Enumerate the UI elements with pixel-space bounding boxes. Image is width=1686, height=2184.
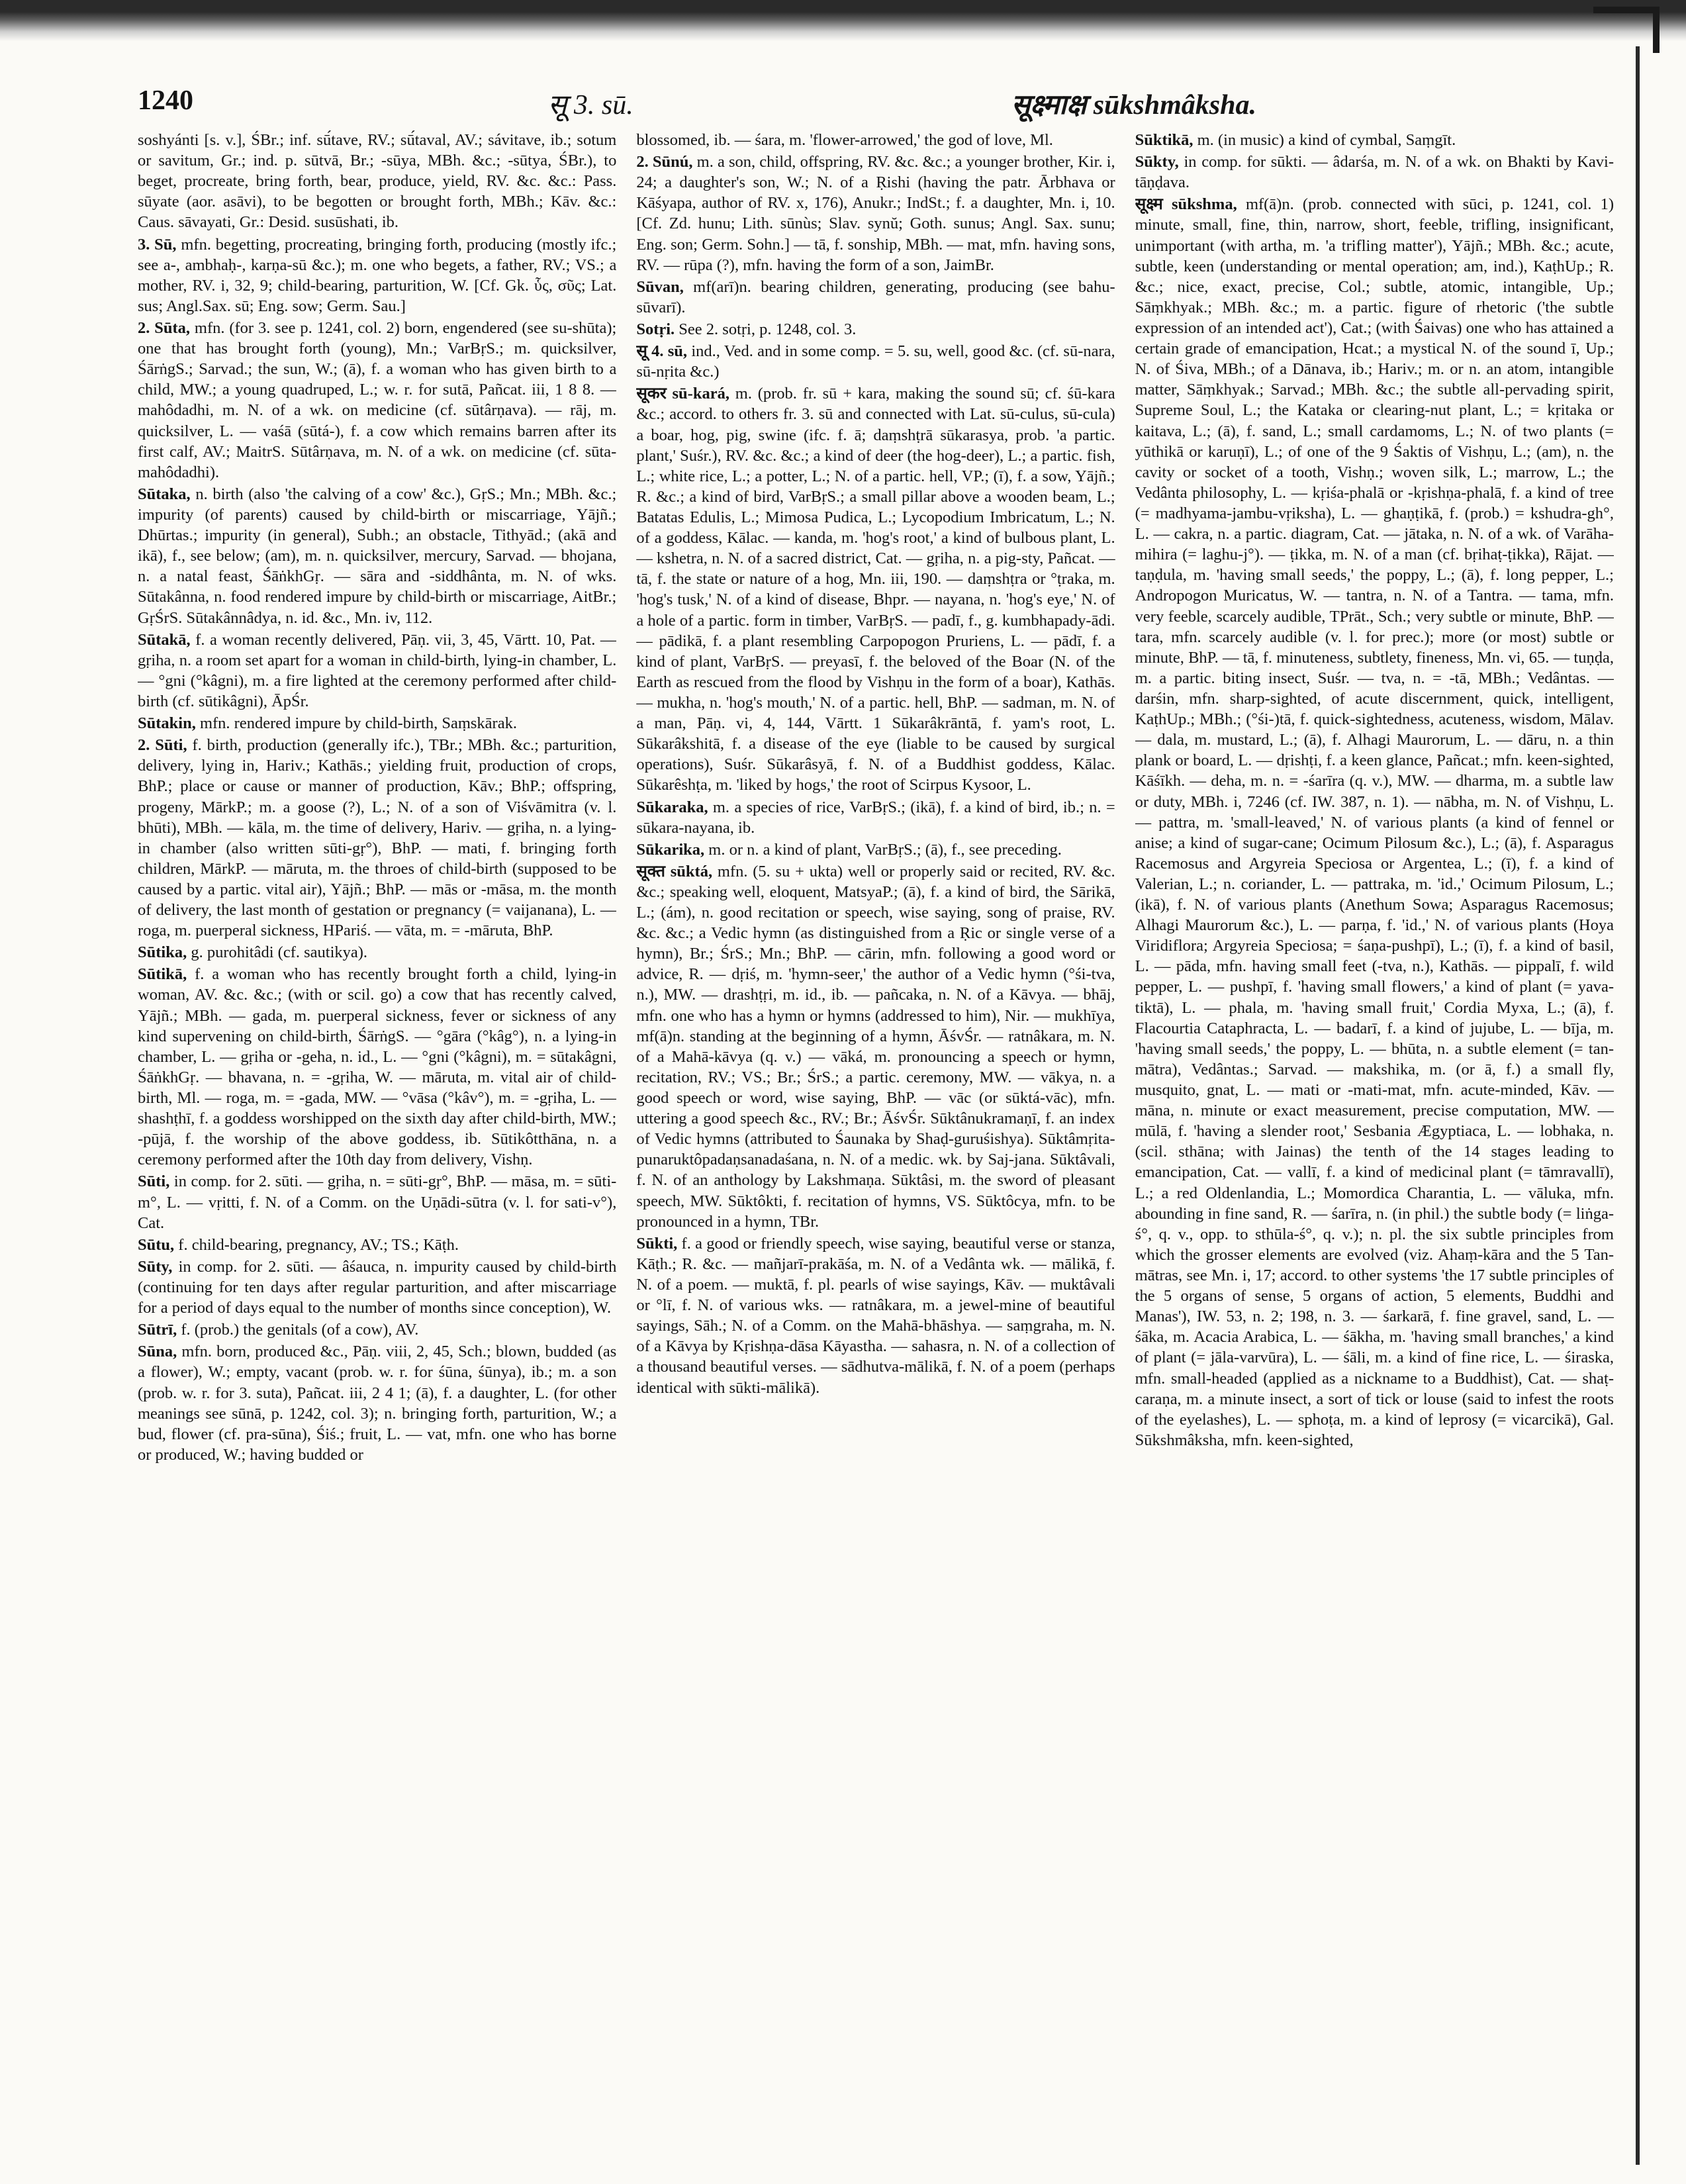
dictionary-entry bbox=[636, 839, 1115, 860]
page-number: 1240 bbox=[138, 85, 193, 116]
page-header bbox=[138, 78, 1614, 124]
dictionary-entry bbox=[138, 1171, 616, 1233]
header-right-word: सूक्ष्माक्ष sūkshmâksha. bbox=[1011, 90, 1256, 120]
dictionary-entry bbox=[138, 735, 616, 941]
dictionary-entry bbox=[1135, 152, 1614, 193]
column-1 bbox=[138, 130, 616, 2149]
scan-edge-shadow bbox=[0, 0, 1686, 41]
entry-definition: blossomed, ib. — śara, m. 'flower-arrowed,' the god of love, Ml. bbox=[636, 131, 1053, 149]
entry-headword: 2. Sūti, bbox=[138, 736, 187, 755]
entry-definition: g. purohitâdi (cf. sautikya). bbox=[191, 943, 368, 962]
entry-definition: n. birth (also 'the calving of a cow' &c.), GṛS.; Mn.; MBh. &c.; impurity (of parents) caused by child-birth or miscarriage, Yājñ.; Dhūrtas.; impurity (in general), Subh.; an obstacle, Tithyād.; (akā and ikā), f., see below; (am), m. n. quicksilver, mercury, Sarvad. — bhojana, n. a natal feast, ŚāṅkhGṛ. — sāra and -siddhânta, m. N. of wks. Sūtakânna, n. food rendered impure by child-birth or miscarriage, AitBr.; GṛŚrS. Sūtakânnâdya, n. id. &c., Mn. iv, 112. bbox=[138, 485, 617, 627]
entry-definition: m. (prob. fr. sū + kara, making the sound sū; cf. śū-kara &c.; accord. to others fr. 3. sū and connected with Lat. sū-culus, sū-cula) a boar, hog, pig, swine (ifc. f. ā; daṃshṭrā sūkarasya, prob. 'a partic. plant,' Suśr.), RV. &c. &c.; a kind of deer (the hog-deer), L.; a partic. fish, L.; white rice, L.; a potter, L.; N. of a partic. hell, VP.; (ī), f. a sow, Yājñ.; R. &c.; a kind of bird, VarBṛS.; a small pillar above a wooden beam, L.; Batatas Edulis, L.; Mimosa Pudica, L.; Lycopodium Imbricatum, L.; N. of a goddess, Kālac. — kanda, m. 'hog's root,' a kind of bulbous plant, L. — kshetra, n. N. of a sacred district, Cat. — gṛiha, n. a pig-sty, Pañcat. — tā, f. the state or nature of a hog, Mn. iii, 190. — daṃshṭra or °ṭraka, m. 'hog's tusk,' N. of a kind of disease, Bhpr. — nayana, n. 'hog's eye,' N. of a hole of a partic. form in timber, VarBṛS. — padī, f., g. kumbhapady-ādi. — pādikā, f. a plant resembling Carpopogon Pruriens, L. — pādī, f. a kind of plant, VarBṛS. — preyasī, f. the beloved of the Boar (N. of the Earth as rescued from the flood by Vishṇu in the form of a boar), Kathās. — mukha, n. 'hog's mouth,' N. of a partic. hell, BhP. — sadman, m. N. of a man, Pāṇ. vi, 4, 144, Vārtt. 1 Sūkarâkrāntā, f. yam's root, L. Sūkarâkshitā, f. a disease of the eye (liable to be caused by surgical operations), Suśr. Sūkarâsyā, f. N. of a Buddhist goddess, Kālac. Sūkarêshṭa, m. 'liked by hogs,' the root of Scirpus Kysoor, L. bbox=[636, 385, 1115, 794]
entry-headword: Sotṛi. bbox=[636, 320, 675, 338]
entry-headword: Sūtakā, bbox=[138, 630, 191, 649]
dictionary-entry bbox=[1135, 194, 1614, 1450]
entry-definition: mfn. born, produced &c., Pāṇ. viii, 2, 45, Sch.; blown, budded (as a flower), W.; empty, vacant (prob. w. r. for śūna, śūnya), ib.; m. a son (prob. w. r. for 3. suta), Pañcat. iii, 2 4 1; (ā), f. a daughter, L. (for other meanings see sūnā, p. 1242, col. 3); n. bringing forth, parturition, W.; a bud, flower (cf. pra-sūna), Śiś.; fruit, L. — vat, mfn. one who has borne or produced, W.; having budded or bbox=[138, 1343, 617, 1464]
entry-headword: Sūna, bbox=[138, 1343, 177, 1361]
entry-headword: Sūktikā, bbox=[1135, 131, 1194, 149]
dictionary-entry bbox=[138, 713, 616, 734]
entry-definition: f. (prob.) the genitals (of a cow), AV. bbox=[181, 1321, 419, 1339]
entry-headword: Sūkti, bbox=[636, 1234, 678, 1253]
entry-headword: Sūty, bbox=[138, 1257, 173, 1276]
entry-headword: Sūtaka, bbox=[138, 485, 191, 503]
dictionary-entry bbox=[138, 630, 616, 712]
column-2 bbox=[636, 130, 1115, 2149]
entry-definition: See 2. sotṛi, p. 1248, col. 3. bbox=[679, 320, 857, 338]
entry-headword: Sūtika, bbox=[138, 943, 187, 962]
entry-definition: f. a woman recently delivered, Pāṇ. vii, 3, 45, Vārtt. 10, Pat. — gṛiha, n. a room set apart for a woman in child-birth, lying-in chamber, L. — °gni (°kâgni), m. a fire lighted at the ceremony performed after child-birth (cf. sūtikâgni), ĀpŚr. bbox=[138, 630, 617, 710]
dictionary-entry bbox=[636, 341, 1115, 382]
dictionary-entry bbox=[138, 234, 616, 316]
dictionary-entry bbox=[138, 964, 616, 1170]
dictionary-entry bbox=[138, 942, 616, 963]
dictionary-entry bbox=[138, 130, 616, 233]
entry-headword: Sūti, bbox=[138, 1172, 170, 1191]
dictionary-entry bbox=[138, 1257, 616, 1318]
entry-definition: m. a son, child, offspring, RV. &c. &c.; a younger brother, Kir. i, 24; a daughter's son, W.; N. of a Ṛishi (having the patr. Ārbhava or Kāśyapa, author of RV. x, 176), Anukr.; IndSt.; f. a daughter, Mn. i, 10. [Cf. Zd. hunu; Lith. sūnùs; Slav. synŭ; Goth. sunus; Angl. Sax. sunu; Eng. son; Germ. Sohn.] — tā, f. sonship, MBh. — mat, mfn. having sons, RV. — rūpa (?), mfn. having the form of a son, JaimBr. bbox=[636, 153, 1115, 274]
entry-definition: ind., Ved. and in some comp. = 5. su, well, good &c. (cf. sū-nara, sū-nṛita &c.) bbox=[636, 342, 1115, 381]
dictionary-entry bbox=[636, 797, 1115, 838]
dictionary-entry bbox=[636, 277, 1115, 318]
entry-definition: f. a woman who has recently brought forth a child, lying-in woman, AV. &c. &c.; (with or scil. go) a cow that has recently calved, Yājñ.; MBh. — gada, m. puerperal sickness, fever or sickness of any kind supervening on child-birth, ŚārṅgS. — °gāra (°kâg°), n. a lying-in chamber, L. — gṛiha or -geha, n. id., L. — °gni (°kâgni), m. = sūtakâgni, ŚāṅkhGṛ. — bhavana, n. = -gṛiha, W. — māruta, m. vital air of child-birth, Ml. — roga, m. = -gada, MW. — °vāsa (°kâv°), m. = -gṛiha, L. — shashṭhī, f. a goddess worshipped on the sixth day after child-birth, MW.; -pūjā, f. the worship of the above goddess, ib. Sūtikôtthāna, n. a ceremony performed after the 10th day from delivery, Vishṇ. bbox=[138, 965, 617, 1169]
entry-headword: 2. Sūnú, bbox=[636, 153, 693, 171]
entry-headword: सूक्ष्म sūkshma, bbox=[1135, 195, 1237, 214]
dictionary-entry bbox=[636, 319, 1115, 340]
entry-headword: सूक्त sūktá, bbox=[636, 862, 713, 880]
dictionary-entry bbox=[138, 318, 616, 483]
entry-headword: सू 4. sū, bbox=[636, 342, 688, 361]
entry-definition: mfn. rendered impure by child-birth, Saṃskārak. bbox=[199, 714, 517, 733]
entry-definition: mfn. (for 3. see p. 1241, col. 2) born, engendered (see su-shūta); one that has brought forth (young), Mn.; VarBṛS.; m. quicksilver, ŚārṅgS.; Sarvad.; the sun, W.; (ā), f. a woman who has given birth to a child, MW.; a young quadruped, L.; w. r. for sutā, Pañcat. iii, 1 8 8. — mahôdadhi, m. N. of a wk. on medicine (cf. sūtârṇava). — rāj, m. quicksilver, L. — vaśā (sūtá-), f. a cow which remains barren after its first calf, AV.; MaitrS. Sūtârṇava, m. N. of a wk. on medicine (cf. sūta-mahôdadhi). bbox=[138, 318, 617, 481]
dictionary-entry bbox=[138, 484, 616, 628]
entry-headword: Sūkaraka, bbox=[636, 798, 708, 816]
entry-headword: 2. Sūta, bbox=[138, 318, 191, 337]
entry-definition: m. (in music) a kind of cymbal, Saṃgīt. bbox=[1197, 131, 1456, 149]
header-center-word: सू 3. sū. bbox=[548, 90, 633, 120]
entry-definition: m. or n. a kind of plant, VarBṛS.; (ā), f., see preceding. bbox=[708, 840, 1062, 859]
entry-definition: in comp. for 2. sūti. — âśauca, n. impurity caused by child-birth (continuing for ten days after regular parturition, and after miscarriage for a period of days equal to the number of months since conception), W. bbox=[138, 1257, 617, 1317]
entry-definition: mfn. (5. su + ukta) well or properly said or recited, RV. &c. &c.; speaking well, eloquent, MatsyaP.; (ā), f. a kind of bird, the Sārikā, L.; (ám), n. good recitation or speech, wise saying, song of praise, RV. &c. &c.; a Vedic hymn (as distinguished from a Ṛic or single verse of a hymn), Br.; ŚrS.; Mn.; BhP. — cārin, mfn. following a good word or advice, R. — dṛiś, m. 'hymn-seer,' the author of a Vedic hymn (°śi-tva, n.), MW. — drashṭṛi, m. id., ib. — pañcaka, n. N. of a Kāvya. — bhāj, mfn. one who has a hymn or hymns (addressed to him), Nir. — mukhīya, mf(ā)n. standing at the beginning of a hymn, ĀśvŚr. — ratnâkara, m. N. of a Mahā-kāvya (q. v.) — vāká, m. pronouncing a speech or hymn, recitation, RV.; VS.; Br.; ŚrS.; a partic. ceremony, MW. — vākya, n. a good speech or word, wise saying, BhP. — vāc (or sūktá-vāc), mfn. uttering a good speech &c., RV.; Br.; ĀśvŚr. Sūktânukramaṇī, f. an index of Vedic hymns (attributed to Śaunaka by Shaḍ-guruśishya). Sūktâmṛita-punaruktôpadaṇsanadaśana, n. N. of a medic. wk. by Saj-jana. Sūktâvali, f. N. of an anthology by Lakshmaṇa. Sūktâsi, m. the sword of pleasant speech, MW. Sūktôkti, f. recitation of hymns, VS. Sūktôcya, mfn. to be pronounced in a hymn, TBr. bbox=[636, 862, 1115, 1231]
dictionary-entry bbox=[636, 861, 1115, 1232]
entry-definition: f. a good or friendly speech, wise saying, beautiful verse or stanza, Kāṭh.; R. &c. — mañjarī-prakāśa, m. N. of a Vedânta wk. — mālikā, f. N. of a poem. — muktā, f. pl. pearls of wise sayings, Kāv. — muktâvali or °lī, f. N. of various wks. — ratnâkara, m. a jewel-mine of beautiful sayings, Sāh.; N. of a Comm. on the Mahā-bhāshya. — saṃgraha, m. N. of a Kāvya by Kṛishṇa-dāsa Kāyastha. — sahasra, n. N. of a collection of a thousand beautiful verses. — sādhutva-mālikā, f. N. of a poem (perhaps identical with sūkti-mālikā). bbox=[636, 1234, 1115, 1397]
entry-definition: f. child-bearing, pregnancy, AV.; TS.; Kāṭh. bbox=[178, 1235, 459, 1254]
entry-definition: soshyánti [s. v.], ŚBr.; inf. sū́tave, RV.; sū́taval, AV.; sávitave, ib.; sotum or savitum, Gr.; ind. p. sūtvā, Br.; -sūya, MBh. &c.; -sūtya, ŚBr.), to beget, procreate, bring forth, bear, produce, yield, RV. &c. &c.: Pass. sūyate (aor. asāvi), to be begotten or brought forth, MBh.; Kāv. &c.: Caus. sāvayati, Gr.: Desid. susūshati, ib. bbox=[138, 131, 617, 232]
entry-headword: Sūvan, bbox=[636, 277, 684, 296]
dictionary-entry bbox=[636, 383, 1115, 795]
dictionary-columns bbox=[138, 130, 1614, 2149]
dictionary-entry bbox=[636, 1233, 1115, 1398]
dictionary-entry bbox=[636, 152, 1115, 275]
dictionary-entry bbox=[138, 1319, 616, 1340]
entry-headword: Sūtikā, bbox=[138, 965, 187, 984]
entry-definition: mf(ā)n. (prob. connected with sūci, p. 1241, col. 1) minute, small, fine, thin, narrow, short, feeble, trifling, insignificant, unimportant (with artha, m. 'a trifling matter'), Yājñ.; MBh. &c.; acute, subtle, keen (understanding or mental operation; am, ind.), KaṭhUp.; R. &c.; nice, exact, precise, Col.; subtle, atomic, intangible, Up.; Sāṃkhyak.; MBh. &c.; m. a partic. figure of rhetoric ('the subtle expression of an intended act'), Cat.; (with Śaivas) one who has attained a certain grade of emancipation, Hcat.; a mystical N. of the sound ī, Up.; N. of Śiva, MBh.; of a Dānava, ib.; Hariv.; m. or n. an atom, intangible matter, Sāṃkhyak.; Sarvad.; MBh. &c.; the subtle all-pervading spirit, Supreme Soul, L.; the Kataka or clearing-nut plant, L.; = kṛitaka or kaitava, L.; (ā), f. sand, L.; small cardamoms, L.; N. of two plants (= yūthikā or karuṇī), L.; of one of the 9 Śaktis of Vishṇu, L.; (am), n. the cavity or socket of a tooth, Vishṇ.; woven silk, L.; marrow, L.; the Vedânta philosophy, L. — kṛiśa-phalā or -kṛishṇa-phalā, f. a kind of tree (= madhyama-jambu-vṛiksha), L. — ghaṇṭikā, f. (prob.) = kshudra-gh°, L. — cakra, n. a partic. diagram, Cat. — jātaka, n. N. of a wk. of Varāha-mihira (= laghu-j°). — ṭikka, m. N. of a man (cf. bṛihaṭ-ṭikka), Rājat. — taṇḍula, m. 'having small seeds,' the poppy, L.; (ā), f. long pepper, L.; Andropogon Muricatus, W. — tantra, n. N. of a Tantra. — tama, mfn. very feeble, scarcely audible, TPrāt., Sch.; very subtle or minute, BhP. — tara, mfn. scarcely audible (v. l. for prec.); more (or most) subtle or minute, BhP. — tā, f. minuteness, subtlety, fineness, Mn. vi, 65. — tuṇḍa, m. a partic. biting insect, Suśr. — tva, n. = -tā, MBh.; Vedântas. — darśin, mfn. sharp-sighted, of acute discernment, quick, intelligent, KaṭhUp.; MBh.; (°śi-)tā, f. quick-sightedness, acuteness, wisdom, Mālav. — dala, m. mustard, L.; (ā), f. Alhagi Maurorum, L. — dāru, n. a thin plank or board, L. — dṛishṭi, f. a keen glance, Pañcat.; mfn. keen-sighted, Kāśīkh. — deha, m. n. = -śarīra (q. v.), MW. — dharma, m. a subtle law or duty, MBh. i, 7246 (cf. IW. 387, n. 1). — nābha, m. N. of Vishṇu, L. — pattra, m. 'small-leaved,' N. of various plants (a kind of fennel or anise; a kind of sugar-cane; Ocimum Pilosum &c.), L.; (ā), f. Asparagus Racemosus and Argyreia Speciosa or Argentea, L.; (ī), f. a kind of Valerian, L.; n. coriander, L. — pattraka, m. 'id.,' Ocimum Pilosum, L.; (ikā), f. N. of various plants (Anethum Sowa; Asparagus Racemosus; Alhagi Maurorum &c.), L. — parṇa, f. 'id.,' N. of various plants (Hoya Viridiflora; Argyreia Speciosa; = śaṇa-pushpī), L.; (ī), f. a kind of basil, L. — pāda, mfn. having small feet (-tva, n.), Kathās. — pippalī, f. wild pepper, L. — pushpī, f. 'having small flowers,' a kind of plant (= yava-tiktā), L. — phala, m. 'having small fruit,' Cordia Myxa, L.; (ā), f. Flacourtia Cataphracta, L. — badarī, f. a kind of jujube, L. — bīja, m. 'having small seeds,' the poppy, L. — bhūta, n. a subtle element (= tan-mātra), Vedântas.; Sarvad. — makshika, m. (or ā, f.) a small fly, musquito, gnat, L. — mati or -mati-mat, mfn. acute-minded, Kāv. — māna, n. minute or exact measurement, precise computation, MW. — mūlā, f. 'having a slender root,' Sesbania Ægyptiaca, L. — lobhaka, n. (scil. sthāna; with Jainas) the tenth of the 14 stages leading to emancipation, Cat. — vallī, f. a kind of medicinal plant (= tāmravallī), L.; a red Oldenlandia, L.; Momordica Charantia, L. — vāluka, mfn. abounding in fine sand, R. — śarīra, n. (in phil.) the subtle body (= liṅga-ś°, q. v., opp. to sthūla-ś°, q. v.); n. pl. the six subtle principles from which the grosser elements are evolved (viz. Ahaṃ-kāra and the 5 Tan-mātras, see Mn. i, 17; accord. to other systems 'the 17 subtle principles of the 5 organs of sense, 5 organs of action, 5 elements, Buddhi and Manas'), IW. 53, n. 2; 198, n. 3. — śarkarā, f. fine gravel, sand, L. — śāka, m. Acacia Arabica, L. — śākha, m. 'having small branches,' a kind of plant (= jāla-varvūra), L. — śāli, m. a kind of fine rice, L. — śiraska, mfn. small-headed (applied as a nickname to a Buddhist), Cat. — shaṭ-caraṇa, m. a minute insect, a sort of tick or louse (said to infest the roots of the eyelashes), L. — sphoṭa, m. a kind of leprosy (= vicarcikā), Gal. Sūkshmâksha, mfn. keen-sighted, bbox=[1135, 195, 1614, 1449]
entry-headword: 3. Sū, bbox=[138, 235, 177, 254]
column-3 bbox=[1135, 130, 1614, 2149]
entry-headword: Sūkarika, bbox=[636, 840, 705, 859]
entry-definition: in comp. for sūkti. — âdarśa, m. N. of a wk. on Bhakti by Kavi-tāṇḍava. bbox=[1135, 153, 1614, 192]
entry-headword: Sūtu, bbox=[138, 1235, 175, 1254]
entry-definition: f. birth, production (generally ifc.), TBr.; MBh. &c.; parturition, delivery, lying in, Hariv.; Kathās.; yielding fruit, production of crops, BhP.; place or cause or manner of production, Kāv.; BhP.; offspring, progeny, MārkP.; m. a goose (?), L.; N. of a son of Viśvāmitra (v. l. bhūti), MBh. — kāla, m. the time of delivery, Hariv. — gṛiha, n. a lying-in chamber (also written sūti-gṛ°), BhP. — mati, f. bringing forth children, MārkP. — māruta, m. the throes of child-birth (supposed to be caused by a partic. vital air), Yājñ.; BhP. — mās or -māsa, m. the month of delivery, the last month of gestation or pregnancy (= vaijanana), L. — roga, m. puerperal sickness, HPariś. — vāta, m. = -māruta, BhP. bbox=[138, 736, 617, 940]
entry-definition: m. a species of rice, VarBṛS.; (ikā), f. a kind of bird, ib.; n. = sūkara-nayana, ib. bbox=[636, 798, 1115, 837]
entry-definition: mfn. begetting, procreating, bringing forth, producing (mostly ifc.; see a-, ambhaḥ-, karṇa-sū &c.); m. one who begets, a father, RV.; VS.; a mother, RV. i, 32, 9; child-bearing, parturition, W. [Cf. Gk. ὗς, σῦς; Lat. sus; Angl.Sax. sū; Eng. sow; Germ. Sau.] bbox=[138, 235, 617, 315]
dictionary-entry bbox=[1135, 130, 1614, 150]
entry-definition: in comp. for 2. sūti. — gṛiha, n. = sūti-gṛ°, BhP. — māsa, m. = sūti-m°, L. — vṛitti, f. N. of a Comm. on the Uṇādi-sūtra (v. l. for sati-v°), Cat. bbox=[138, 1172, 617, 1232]
entry-definition: mf(arī)n. bearing children, generating, producing (see bahu-sūvarī). bbox=[636, 277, 1115, 316]
entry-headword: Sūkty, bbox=[1135, 153, 1179, 171]
entry-headword: Sūtrī, bbox=[138, 1321, 177, 1339]
dictionary-entry bbox=[138, 1235, 616, 1255]
dictionary-entry bbox=[138, 1341, 616, 1465]
entry-headword: Sūtakin, bbox=[138, 714, 196, 733]
entry-headword: सूकर sū-kará, bbox=[636, 385, 729, 403]
page-edge-line bbox=[1636, 46, 1640, 2165]
dictionary-entry bbox=[636, 130, 1115, 150]
